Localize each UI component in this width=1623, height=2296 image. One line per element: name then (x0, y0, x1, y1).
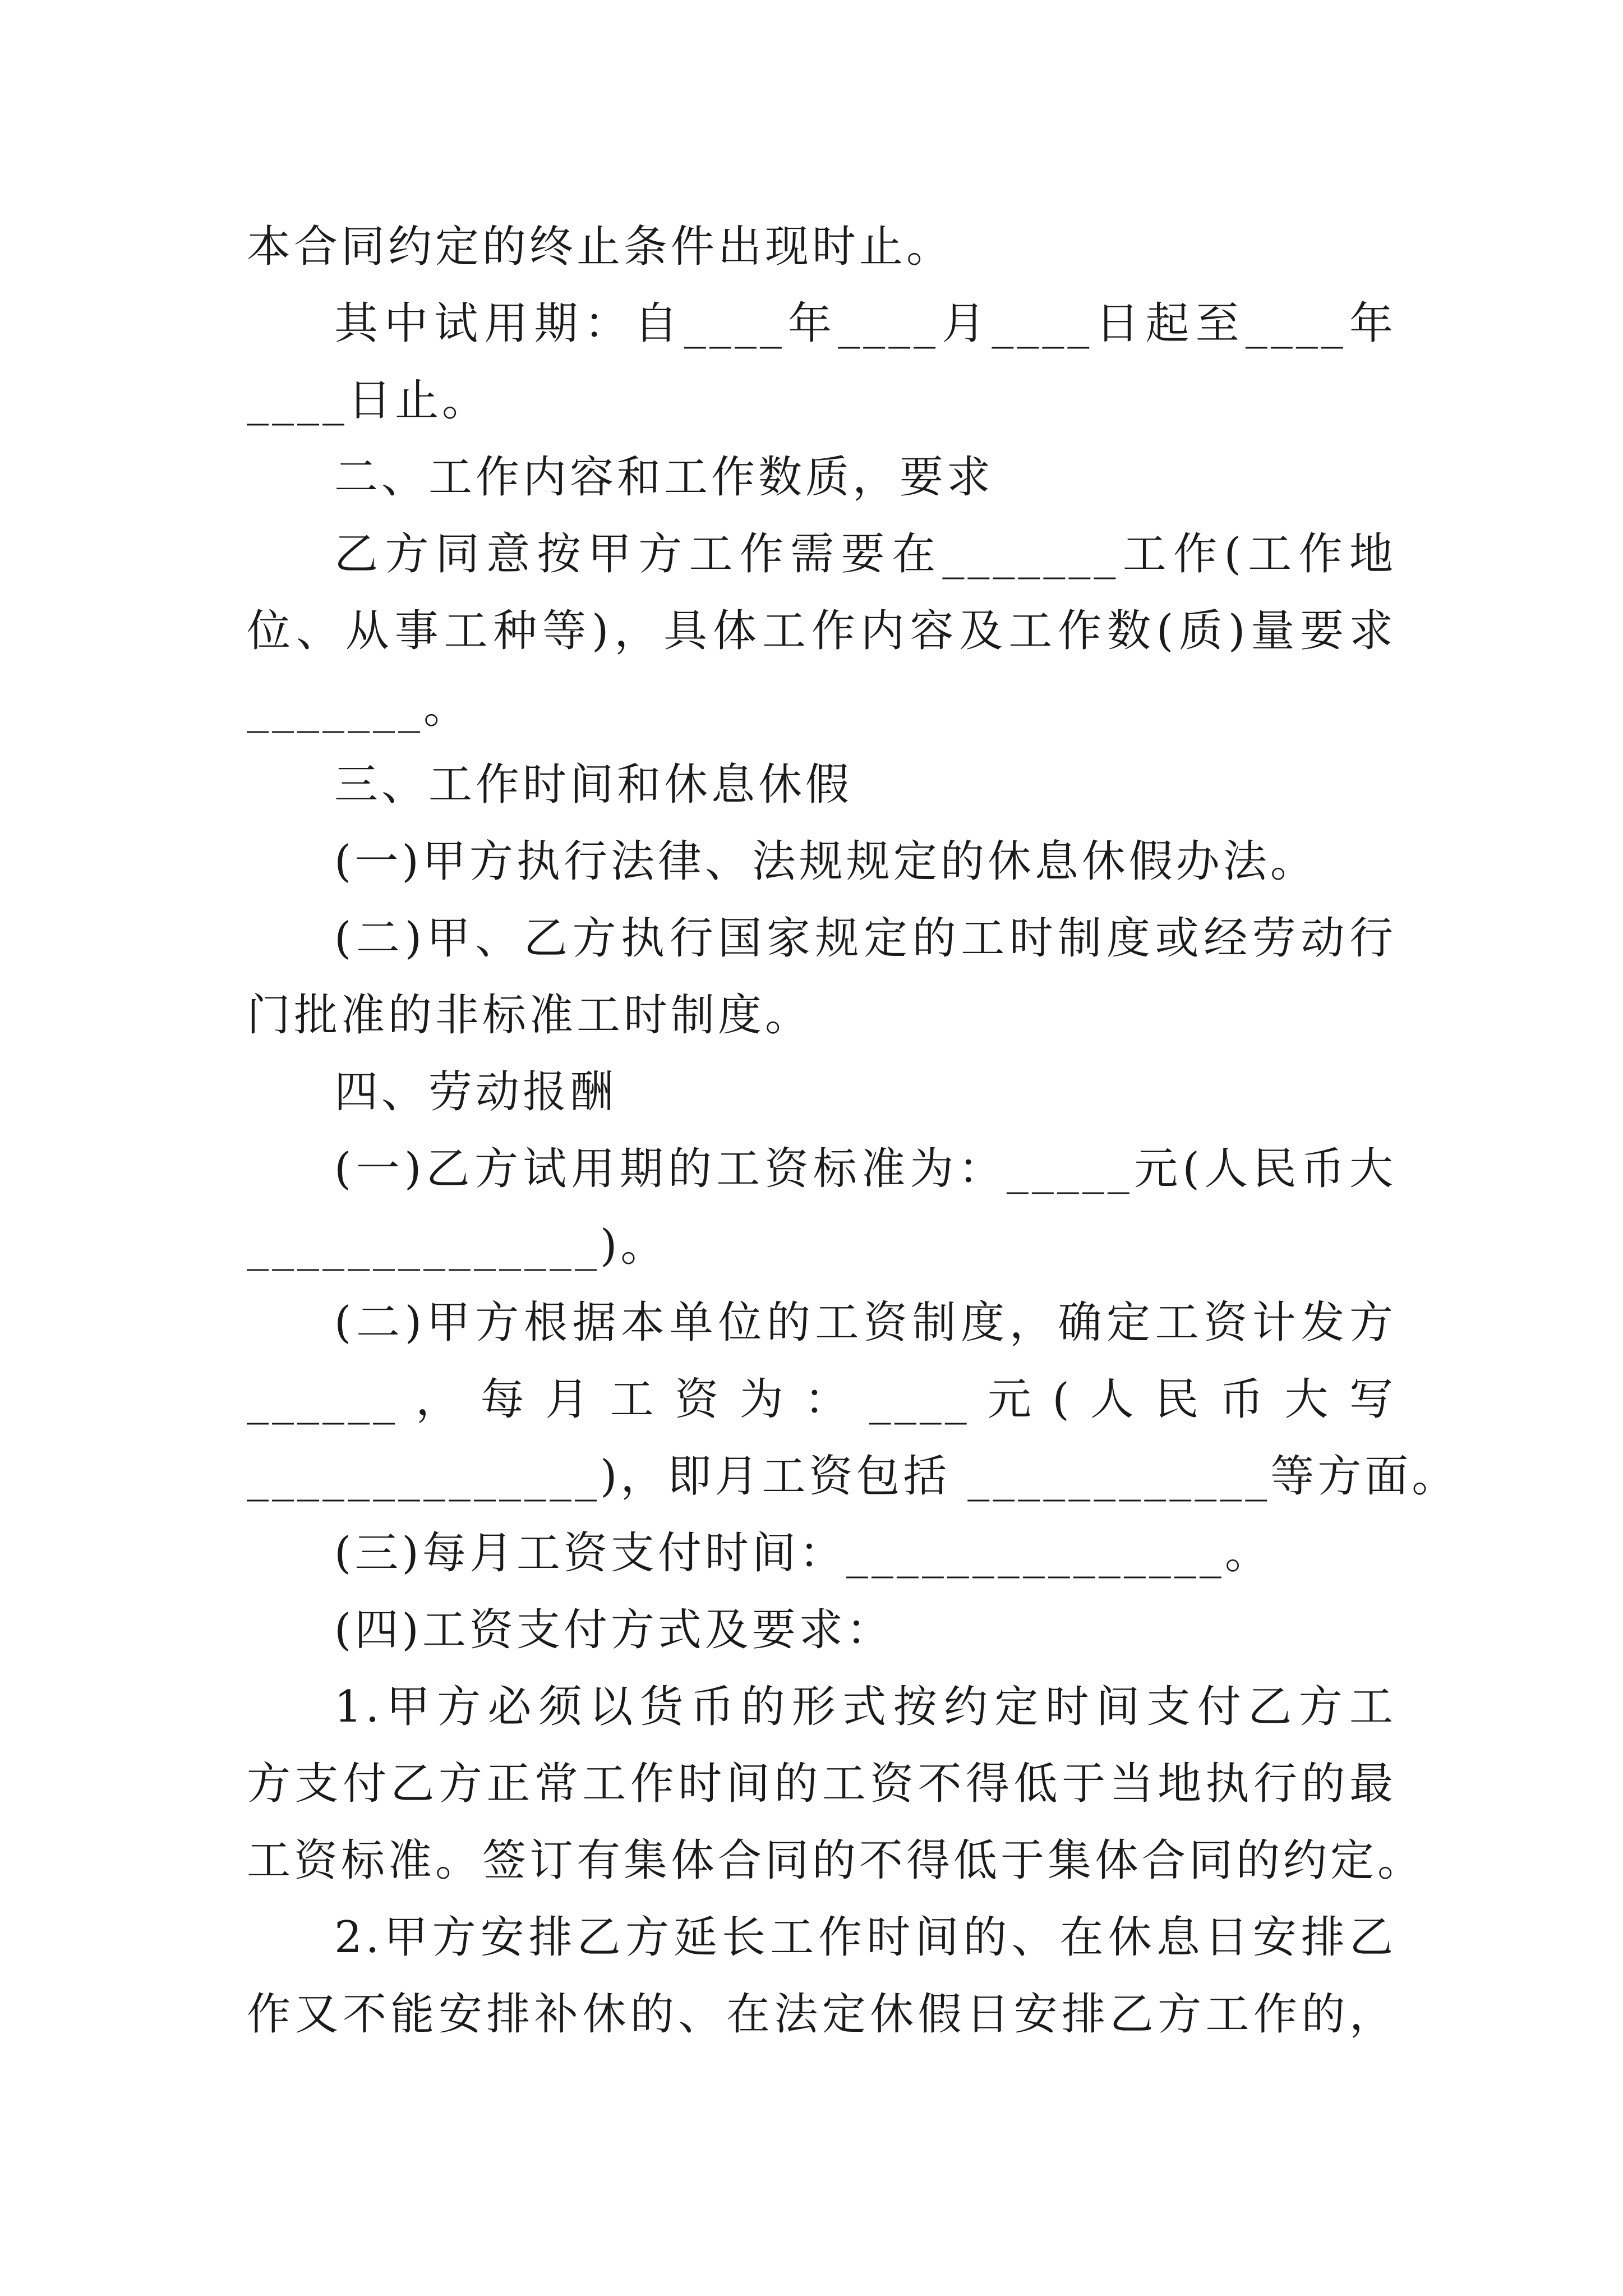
text-line: 其中试用期：自____年____月____日起至____年 (334, 298, 1396, 349)
text-line: 方支付乙方正常工作时间的工资不得低于当地执行的最 (247, 1759, 1396, 1809)
text-line: 本合同约定的终止条件出现时止。 (247, 222, 954, 272)
text-line: (二)甲、乙方执行国家规定的工时制度或经劳动行 (334, 913, 1396, 964)
text-line: (三)每月工资支付时间：_______________。 (334, 1528, 1272, 1579)
section-heading: 四、劳动报酬 (334, 1067, 617, 1117)
text-line: 1.甲方必须以货币的形式按约定时间支付乙方工 (334, 1682, 1396, 1732)
text-line: ______________)，即月工资包括 ____________等方面。 (247, 1451, 1459, 1502)
document-body (247, 209, 1459, 2053)
text-line: (一)甲方执行法律、法规规定的休息休假办法。 (334, 836, 1317, 887)
text-line: _______。 (247, 683, 471, 733)
text-line: (四)工资支付方式及要求： (334, 1605, 893, 1655)
text-line: ______________)。 (247, 1221, 668, 1271)
text-line: 乙方同意按甲方工作需要在_______工作(工作地 (334, 529, 1396, 579)
section-heading: 二、工作内容和工作数质，要求 (334, 452, 994, 503)
text-line: (一)乙方试用期的工资标准为：_____元(人民币大 (334, 1144, 1396, 1194)
text-line: 作又不能安排补休的、在法定休假日安排乙方工作的， (247, 1989, 1396, 2040)
text-line: ____日止。 (247, 375, 490, 426)
text-line: 2.甲方安排乙方延长工作时间的、在休息日安排乙 (334, 1912, 1396, 1963)
section-heading: 三、工作时间和休息休假 (334, 760, 853, 810)
text-line: ______ ， 每 月 工 资 为 ： ____ 元 ( 人 民 币 大 写 (247, 1374, 1396, 1425)
text-line: (二)甲方根据本单位的工资制度，确定工资计发方 (334, 1297, 1396, 1348)
text-line: 工资标准。签订有集体合同的不得低于集体合同的约定。 (247, 1835, 1425, 1886)
text-line: 位、从事工种等)，具体工作内容及工作数(质)量要求 (247, 606, 1396, 656)
text-line: 门批准的非标准工时制度。 (247, 990, 813, 1041)
